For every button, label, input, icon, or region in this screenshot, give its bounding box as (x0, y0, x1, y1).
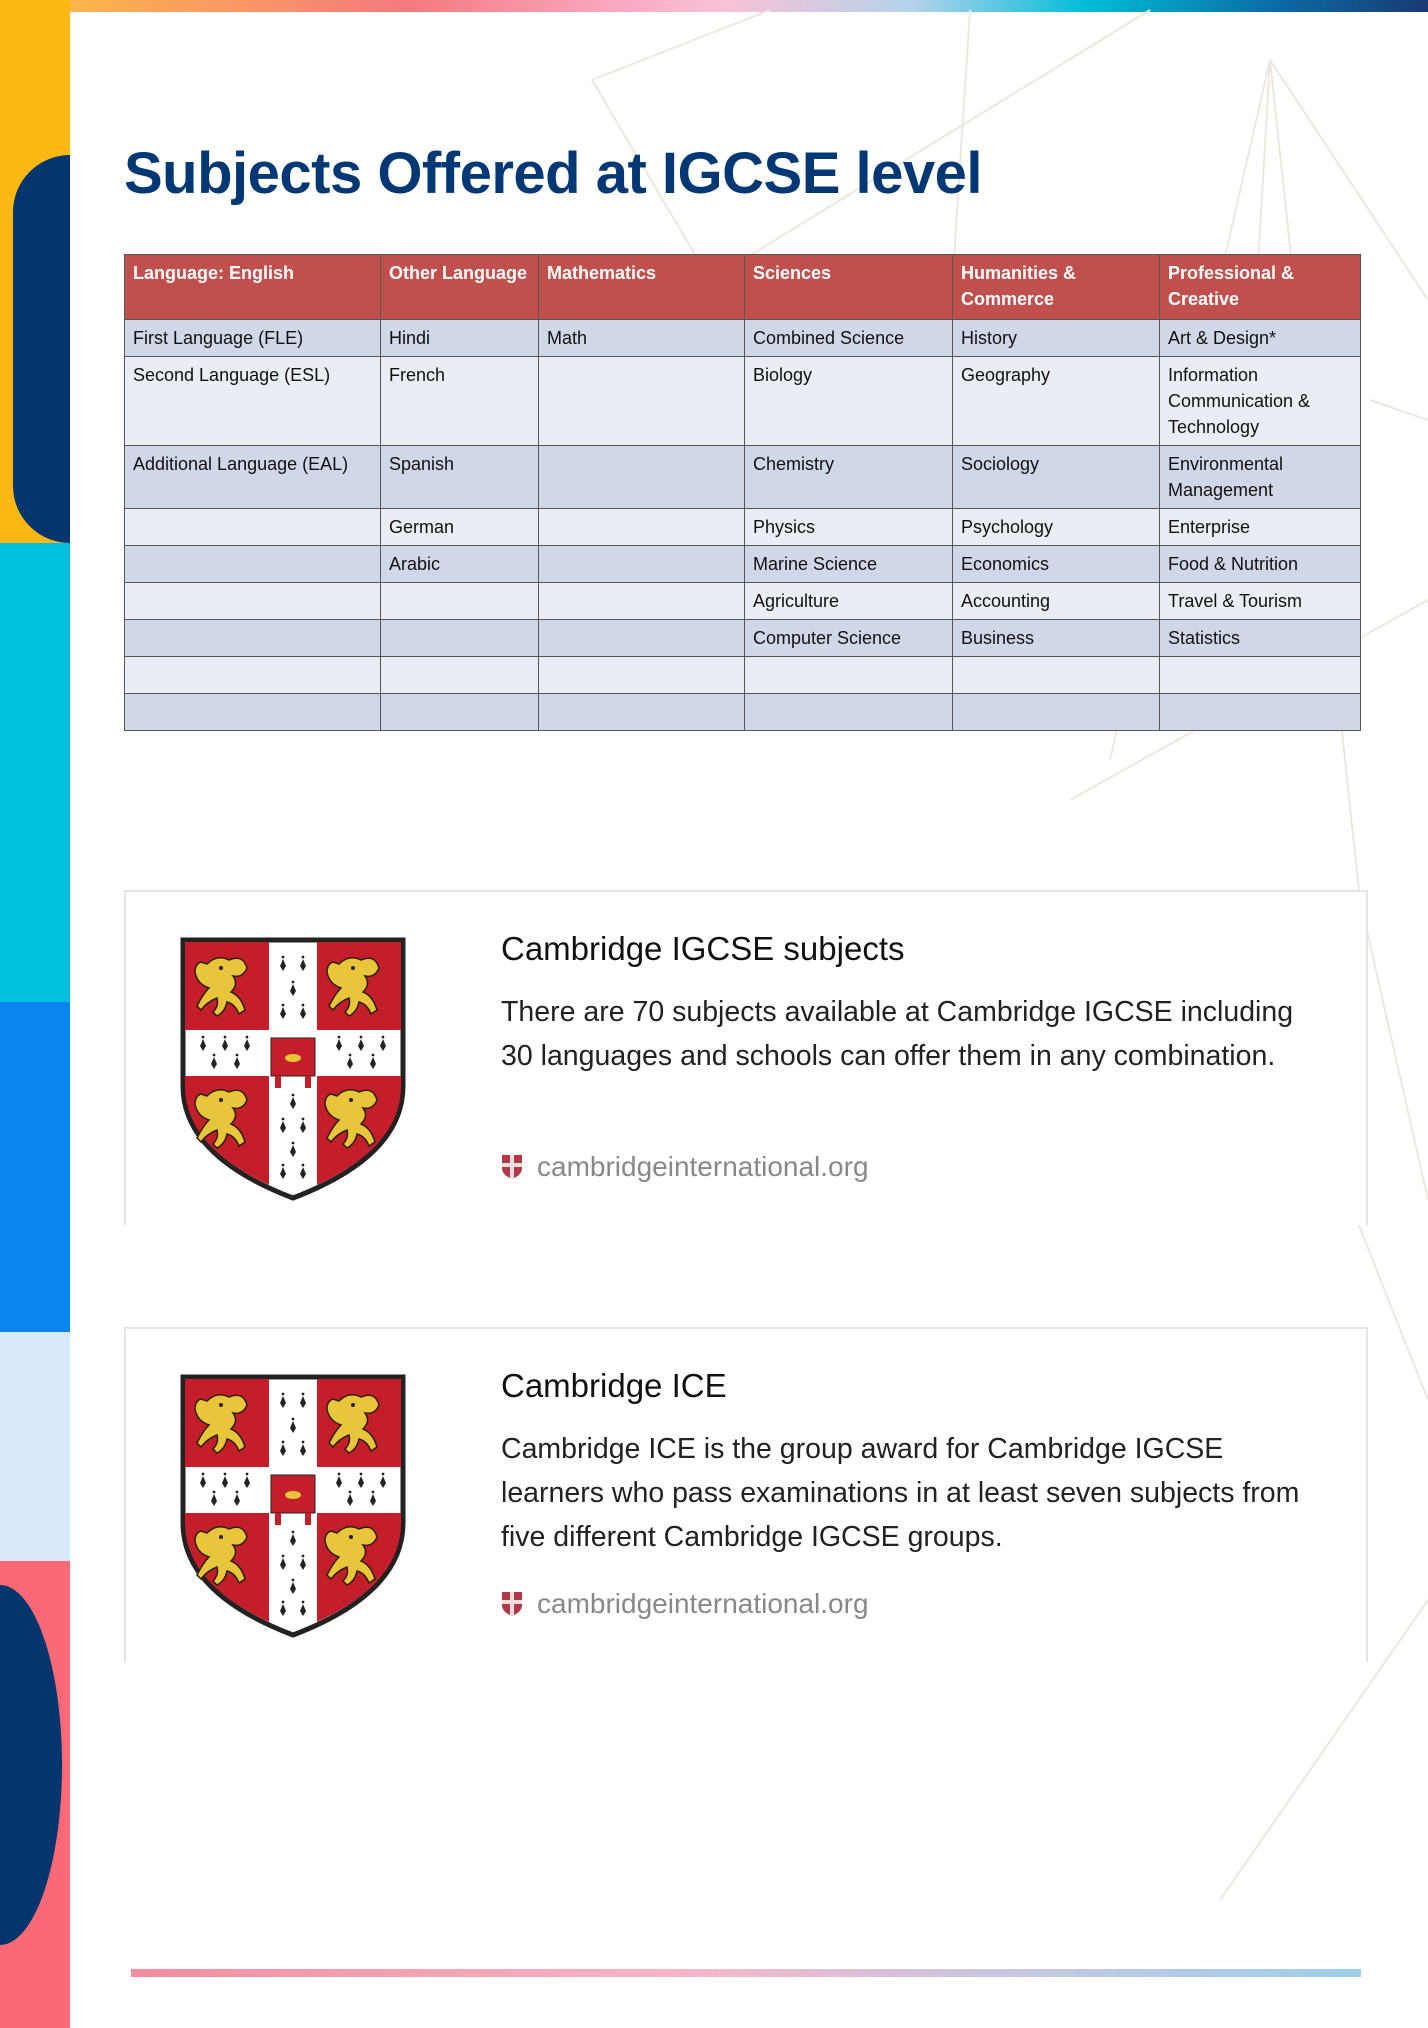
table-row (125, 583, 1361, 620)
table-cell (539, 620, 745, 657)
table-cell (1160, 657, 1361, 694)
table-cell: Accounting (953, 583, 1160, 620)
table-cell (745, 694, 953, 731)
side-navy-shape-top (13, 155, 70, 543)
table-cell: Hindi (381, 320, 539, 357)
column-header: Professional & Creative (1160, 255, 1361, 320)
table-row (125, 657, 1361, 694)
table-cell: Enterprise (1160, 509, 1361, 546)
table-row (125, 320, 1361, 357)
table-cell (125, 509, 381, 546)
table-cell (953, 657, 1160, 694)
table-cell: Environmental Management (1160, 446, 1361, 509)
card-body: Cambridge ICE is the group award for Cambridge IGCSE learners who pass examinations in at least seven subjects from five different Cambridge IGCSE groups. (501, 1433, 1300, 1553)
table-row (125, 694, 1361, 731)
table-cell: Chemistry (745, 446, 953, 509)
table-cell: Sociology (953, 446, 1160, 509)
table-cell (381, 583, 539, 620)
table-cell: Art & Design* (1160, 320, 1361, 357)
column-header: Sciences (745, 255, 953, 320)
table-cell: Second Language (ESL) (125, 357, 381, 446)
table-cell: Food & Nutrition (1160, 546, 1361, 583)
table-cell: Physics (745, 509, 953, 546)
table-cell: Arabic (381, 546, 539, 583)
table-cell (125, 583, 381, 620)
table-cell (381, 657, 539, 694)
table-cell (539, 694, 745, 731)
column-header: Other Language (381, 255, 539, 320)
table-cell: German (381, 509, 539, 546)
table-cell (539, 583, 745, 620)
bottom-gradient-line (131, 1969, 1361, 1977)
table-row (125, 357, 1361, 446)
column-header: Mathematics (539, 255, 745, 320)
table-cell: Travel & Tourism (1160, 583, 1361, 620)
card-title: Cambridge IGCSE subjects (501, 930, 905, 967)
table-cell (539, 357, 745, 446)
card-title: Cambridge ICE (501, 1367, 727, 1404)
table-cell (539, 546, 745, 583)
column-header: Humanities & Commerce (953, 255, 1160, 320)
cambridge-favicon-icon (501, 1154, 523, 1180)
table-row (125, 446, 1361, 509)
table-cell (125, 546, 381, 583)
page-title: Subjects Offered at IGCSE level (124, 141, 983, 206)
side-stripe-blue (0, 1002, 70, 1332)
table-cell: Business (953, 620, 1160, 657)
table-cell (381, 620, 539, 657)
table-cell (125, 657, 381, 694)
subjects-table (124, 254, 1361, 731)
card-source-link[interactable] (501, 1588, 869, 1620)
table-cell: Psychology (953, 509, 1160, 546)
info-card-igcse-subjects[interactable] (124, 890, 1368, 1225)
table-row (125, 546, 1361, 583)
card-body: There are 70 subjects available at Cambridge IGCSE including 30 languages and schools can offer them in any combination. (501, 996, 1294, 1072)
table-cell: Math (539, 320, 745, 357)
table-cell: Biology (745, 357, 953, 446)
table-cell (745, 657, 953, 694)
table-cell: Computer Science (745, 620, 953, 657)
table-cell: Additional Language (EAL) (125, 446, 381, 509)
table-header-row (125, 255, 1361, 320)
source-text: cambridgeinternational.org (537, 1151, 869, 1182)
cambridge-favicon-icon (501, 1591, 523, 1617)
table-cell (1160, 694, 1361, 731)
cambridge-shield-icon (179, 1373, 407, 1639)
table-cell: Agriculture (745, 583, 953, 620)
card-source-link[interactable] (501, 1151, 869, 1183)
table-cell (539, 657, 745, 694)
table-cell: Geography (953, 357, 1160, 446)
table-cell: Combined Science (745, 320, 953, 357)
table-cell: Statistics (1160, 620, 1361, 657)
table-cell (381, 694, 539, 731)
column-header: Language: English (125, 255, 381, 320)
table-cell: Marine Science (745, 546, 953, 583)
table-cell: Information Communication & Technology (1160, 357, 1361, 446)
cambridge-shield-icon (179, 936, 407, 1202)
table-row (125, 509, 1361, 546)
table-cell (125, 694, 381, 731)
side-stripe-lightblue (0, 1332, 70, 1561)
table-cell: French (381, 357, 539, 446)
info-card-cambridge-ice[interactable] (124, 1327, 1368, 1662)
table-cell (953, 694, 1160, 731)
table-cell: History (953, 320, 1160, 357)
table-cell (539, 446, 745, 509)
table-cell (125, 620, 381, 657)
source-text: cambridgeinternational.org (537, 1588, 869, 1619)
table-cell: First Language (FLE) (125, 320, 381, 357)
side-stripe-cyan (0, 543, 70, 1002)
table-cell (539, 509, 745, 546)
table-row (125, 620, 1361, 657)
table-cell: Spanish (381, 446, 539, 509)
table-cell: Economics (953, 546, 1160, 583)
